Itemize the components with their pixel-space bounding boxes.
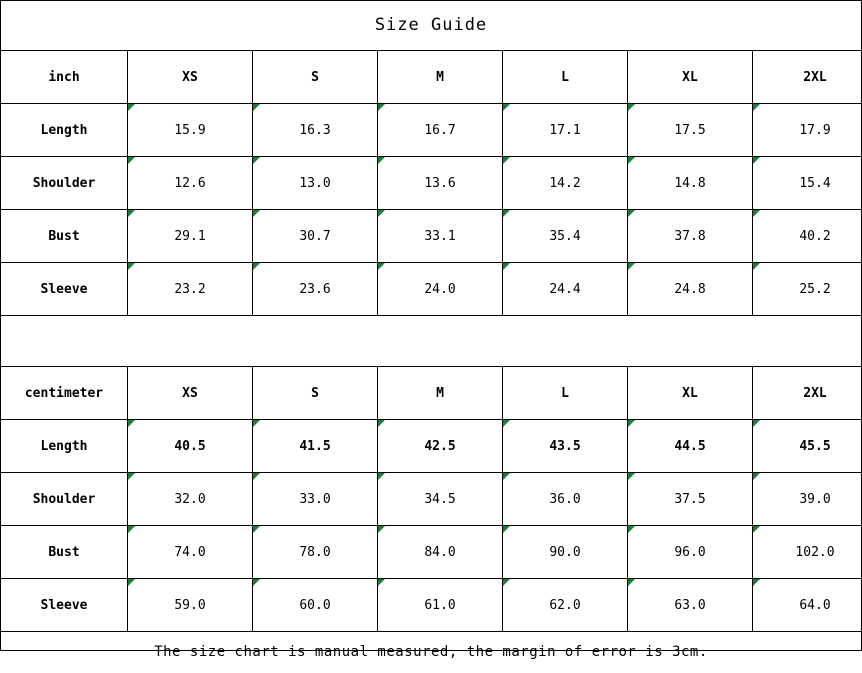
table-row — [1, 473, 862, 526]
size-table-inch-wrapper — [1, 51, 861, 316]
size-header-cm-xs: XS — [128, 367, 253, 420]
cell-cm-length-xs: 40.5 — [128, 420, 253, 473]
cell-sleeve-l: 24.4 — [503, 263, 628, 316]
cell-cm-shoulder-s: 33.0 — [253, 473, 378, 526]
cell-shoulder-m: 13.6 — [378, 157, 503, 210]
size-header-cm-2xl: 2XL — [753, 367, 862, 420]
cell-bust-xl: 37.8 — [628, 210, 753, 263]
size-header-cm-l: L — [503, 367, 628, 420]
cell-length-s: 16.3 — [253, 104, 378, 157]
size-table-cm-wrapper — [1, 367, 861, 632]
cell-cm-sleeve-2xl: 64.0 — [753, 579, 862, 632]
row-label-cm-length: Length — [1, 420, 128, 473]
cell-cm-length-s: 41.5 — [253, 420, 378, 473]
cell-cm-length-m: 42.5 — [378, 420, 503, 473]
cell-cm-bust-xs: 74.0 — [128, 526, 253, 579]
page-title: Size Guide — [1, 1, 861, 51]
cell-length-xs: 15.9 — [128, 104, 253, 157]
cell-cm-length-xl: 44.5 — [628, 420, 753, 473]
cell-cm-sleeve-xl: 63.0 — [628, 579, 753, 632]
cell-cm-shoulder-xs: 32.0 — [128, 473, 253, 526]
cell-shoulder-xl: 14.8 — [628, 157, 753, 210]
table-row — [1, 210, 862, 263]
cell-cm-bust-s: 78.0 — [253, 526, 378, 579]
cell-bust-2xl: 40.2 — [753, 210, 862, 263]
cell-cm-length-l: 43.5 — [503, 420, 628, 473]
cell-length-2xl: 17.9 — [753, 104, 862, 157]
table-separator — [1, 316, 861, 367]
cell-cm-sleeve-l: 62.0 — [503, 579, 628, 632]
table-row — [1, 263, 862, 316]
row-label-bust: Bust — [1, 210, 128, 263]
cell-bust-s: 30.7 — [253, 210, 378, 263]
cell-bust-l: 35.4 — [503, 210, 628, 263]
cell-shoulder-s: 13.0 — [253, 157, 378, 210]
unit-label-centimeter: centimeter — [1, 367, 128, 420]
size-header-cm-m: M — [378, 367, 503, 420]
cell-shoulder-2xl: 15.4 — [753, 157, 862, 210]
cell-cm-sleeve-xs: 59.0 — [128, 579, 253, 632]
cell-sleeve-xs: 23.2 — [128, 263, 253, 316]
size-header-2xl: 2XL — [753, 51, 862, 104]
row-label-cm-bust: Bust — [1, 526, 128, 579]
cell-sleeve-2xl: 25.2 — [753, 263, 862, 316]
cell-cm-shoulder-2xl: 39.0 — [753, 473, 862, 526]
cell-cm-shoulder-l: 36.0 — [503, 473, 628, 526]
footer-note: The size chart is manual measured, the margin of error is 3cm. — [1, 632, 861, 673]
size-header-cm-s: S — [253, 367, 378, 420]
row-label-length: Length — [1, 104, 128, 157]
cell-cm-shoulder-m: 34.5 — [378, 473, 503, 526]
table-row — [1, 157, 862, 210]
row-label-cm-sleeve: Sleeve — [1, 579, 128, 632]
cell-sleeve-m: 24.0 — [378, 263, 503, 316]
size-header-xl: XL — [628, 51, 753, 104]
size-header-l: L — [503, 51, 628, 104]
cell-cm-shoulder-xl: 37.5 — [628, 473, 753, 526]
cell-shoulder-xs: 12.6 — [128, 157, 253, 210]
cell-cm-bust-2xl: 102.0 — [753, 526, 862, 579]
cell-cm-bust-m: 84.0 — [378, 526, 503, 579]
size-header-m: M — [378, 51, 503, 104]
table-header-row — [1, 51, 862, 104]
size-table-inch — [1, 51, 862, 315]
cell-bust-xs: 29.1 — [128, 210, 253, 263]
cell-sleeve-s: 23.6 — [253, 263, 378, 316]
table-row — [1, 104, 862, 157]
cell-sleeve-xl: 24.8 — [628, 263, 753, 316]
cell-length-l: 17.1 — [503, 104, 628, 157]
unit-label-inch: inch — [1, 51, 128, 104]
cell-length-m: 16.7 — [378, 104, 503, 157]
table-header-row — [1, 367, 862, 420]
row-label-sleeve: Sleeve — [1, 263, 128, 316]
size-header-cm-xl: XL — [628, 367, 753, 420]
size-table-centimeter — [1, 367, 862, 631]
size-header-s: S — [253, 51, 378, 104]
cell-cm-sleeve-m: 61.0 — [378, 579, 503, 632]
cell-cm-bust-xl: 96.0 — [628, 526, 753, 579]
size-header-xs: XS — [128, 51, 253, 104]
cell-shoulder-l: 14.2 — [503, 157, 628, 210]
table-row — [1, 526, 862, 579]
table-row — [1, 420, 862, 473]
row-label-shoulder: Shoulder — [1, 157, 128, 210]
cell-cm-sleeve-s: 60.0 — [253, 579, 378, 632]
cell-length-xl: 17.5 — [628, 104, 753, 157]
cell-bust-m: 33.1 — [378, 210, 503, 263]
cell-cm-length-2xl: 45.5 — [753, 420, 862, 473]
table-row — [1, 579, 862, 632]
cell-cm-bust-l: 90.0 — [503, 526, 628, 579]
row-label-cm-shoulder: Shoulder — [1, 473, 128, 526]
